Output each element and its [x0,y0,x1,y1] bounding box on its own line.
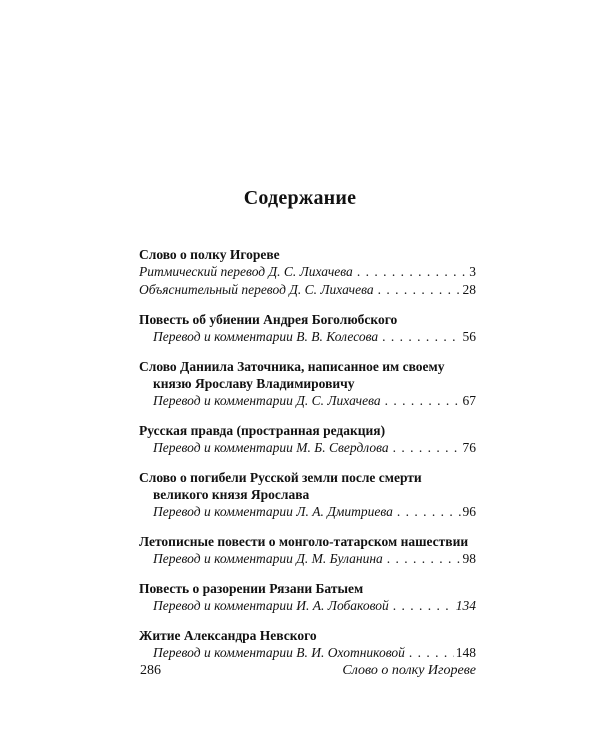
section-heading: Житие Александра Невского [139,627,317,643]
dot-leader [387,550,461,568]
dot-leader [378,281,461,299]
toc-section [139,246,476,298]
section-heading: Повесть об убиении Андрея Боголюбского [139,311,398,327]
section-heading: великого князя Ярослава [153,486,310,502]
entry-page-number: 96 [462,503,476,519]
section-heading: Русская правда (пространная редакция) [139,422,386,438]
entry-page-number: 3 [469,264,476,279]
entry-label: Перевод и комментарии Д. М. Буланина [153,550,383,566]
toc-section [139,533,476,568]
toc-entry [139,439,476,457]
entry-page-number: 148 [455,644,476,660]
entry-page-number: 76 [462,439,476,455]
toc-entry [139,392,476,410]
entry-label: Объяснительный перевод Д. С. Лихачева [139,281,374,297]
toc-section [139,627,476,662]
entry-page-number: 98 [462,550,476,566]
section-heading: Слово о погибели Русской земли после смерти [139,469,422,485]
entry-label: Перевод и комментарии В. И. Охотниковой [153,644,405,660]
section-heading: Слово о полку Игореве [139,247,280,262]
toc-section [139,422,476,457]
running-title: Слово о полку Игореве [342,663,476,678]
dot-leader [357,263,467,281]
toc-section [139,358,476,410]
section-heading: князю Ярославу Владимировичу [153,375,355,391]
entry-label: Перевод и комментарии Д. С. Лихачева [153,392,381,408]
page-number: 286 [140,663,161,678]
entry-label: Перевод и комментарии М. Б. Свердлова [153,439,389,455]
toc-section [139,469,476,521]
toc-entry [139,644,476,662]
toc-entry [139,328,476,346]
dot-leader [393,597,454,615]
entry-label: Перевод и комментарии И. А. Лобаковой [153,597,389,613]
entry-page-number: 56 [462,328,476,344]
entry-page-number: 28 [462,281,476,297]
toc-entry [139,281,476,299]
entry-label: Ритмический перевод Д. С. Лихачева [139,264,353,279]
dot-leader [397,503,461,521]
dot-leader [385,392,461,410]
toc-entry [139,263,476,281]
dot-leader [409,644,454,662]
section-heading: Летописные повести о монголо-татарском нашествии [139,533,469,549]
toc-entry [139,503,476,521]
entry-page-number: 134 [455,597,476,613]
dot-leader [382,328,460,346]
toc-section [139,311,476,346]
contents-title: Содержание [243,187,357,209]
section-heading: Повесть о разорении Рязани Батыем [139,580,364,596]
entry-page-number: 67 [462,392,476,408]
entry-label: Перевод и комментарии В. В. Колесова [153,328,379,344]
toc-entry [139,550,476,568]
entry-label: Перевод и комментарии Л. А. Дмитриева [153,503,393,519]
table-of-contents [139,246,476,674]
dot-leader [393,439,461,457]
toc-section [139,580,476,615]
toc-entry [139,597,476,615]
section-heading: Слово Даниила Заточника, написанное им своему [139,358,445,374]
